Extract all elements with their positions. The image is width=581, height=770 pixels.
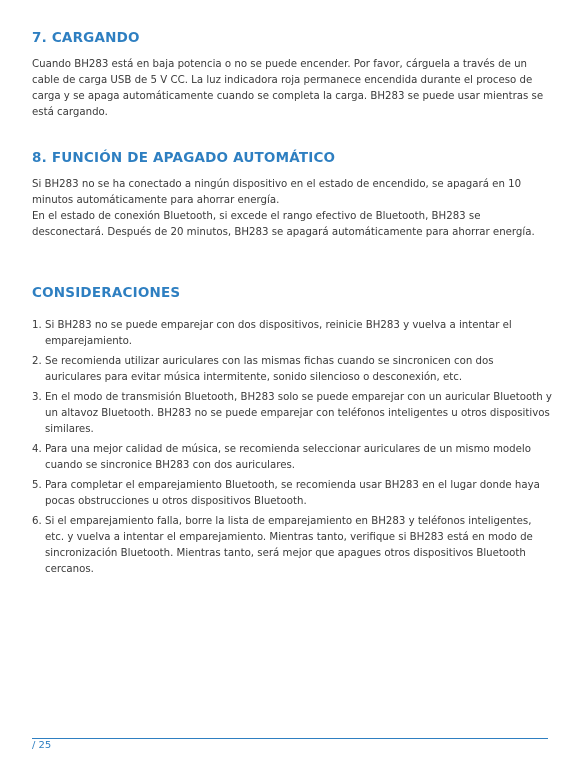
- list-item-text: Se recomienda utilizar auriculares con las mismas fichas cuando se sincronicen con dos auriculares para evitar música intermitente, sonido silencioso o desconexión, etc.: [45, 356, 494, 383]
- auto-off-paragraph-2: En el estado de conexión Bluetooth, si excede el rango efectivo de Bluetooth, BH283 se desconectará. Después de 20 minutos, BH283 se apagará automáticamente para ahorrar energía.: [32, 211, 535, 238]
- list-item-number: 3.: [32, 392, 42, 403]
- list-item: [32, 354, 552, 386]
- list-item-number: 4.: [32, 444, 42, 455]
- list-item: [32, 514, 552, 578]
- list-item: [32, 442, 552, 474]
- charging-paragraph: Cuando BH283 está en baja potencia o no se puede encender. Por favor, cárguela a través de un cable de carga USB de 5 V CC. La luz indicadora roja permanece encendida durante el proceso de carga y se apaga automáticamente cuando se completa la carga. BH283 se puede usar mientras se está cargando.: [32, 59, 544, 118]
- list-item-text: Para completar el emparejamiento Bluetooth, se recomienda usar BH283 en el lugar donde haya pocas obstrucciones u otros dispositivos Bluetooth.: [45, 480, 540, 507]
- auto-off-paragraph-1: Si BH283 no se ha conectado a ningún dispositivo en el estado de encendido, se apagará en 10 minutos automáticamente para ahorrar energía.: [32, 179, 522, 206]
- list-item-text: Si el emparejamiento falla, borre la lista de emparejamiento en BH283 y teléfonos inteligentes, etc. y vuelva a intentar el emparejamiento. Mientras tanto, verifique si BH283 está en modo de sincronización Bluetooth. Mientras tanto, será mejor que apagues otros dispositivos Bluetooth cercanos.: [45, 516, 533, 575]
- list-item-number: 6.: [32, 516, 42, 527]
- list-item-text: Para una mejor calidad de música, se recomienda seleccionar auriculares de un mismo modelo cuando se sincronice BH283 con dos auriculares.: [45, 444, 531, 471]
- section-title-considerations: CONSIDERACIONES: [32, 285, 181, 301]
- list-item: [32, 390, 552, 438]
- list-item-number: 5.: [32, 480, 42, 491]
- considerations-list: [32, 318, 552, 582]
- list-item-text: Si BH283 no se puede emparejar con dos dispositivos, reinicie BH283 y vuelva a intentar el emparejamiento.: [45, 320, 512, 347]
- list-item-number: 1.: [32, 320, 42, 331]
- list-item: [32, 478, 552, 510]
- list-item-text: En el modo de transmisión Bluetooth, BH283 solo se puede emparejar con un auricular Bluetooth y un altavoz Bluetooth. BH283 no se puede emparejar con teléfonos inteligentes u otros dispositivos similares.: [45, 392, 552, 435]
- section-title-charging: 7. CARGANDO: [32, 30, 140, 46]
- page-number: / 25: [32, 740, 52, 751]
- list-item: [32, 318, 552, 350]
- list-item-number: 2.: [32, 356, 42, 367]
- section-title-auto-off: 8. FUNCIÓN DE APAGADO AUTOMÁTICO: [32, 150, 336, 166]
- footer-divider: [32, 738, 548, 739]
